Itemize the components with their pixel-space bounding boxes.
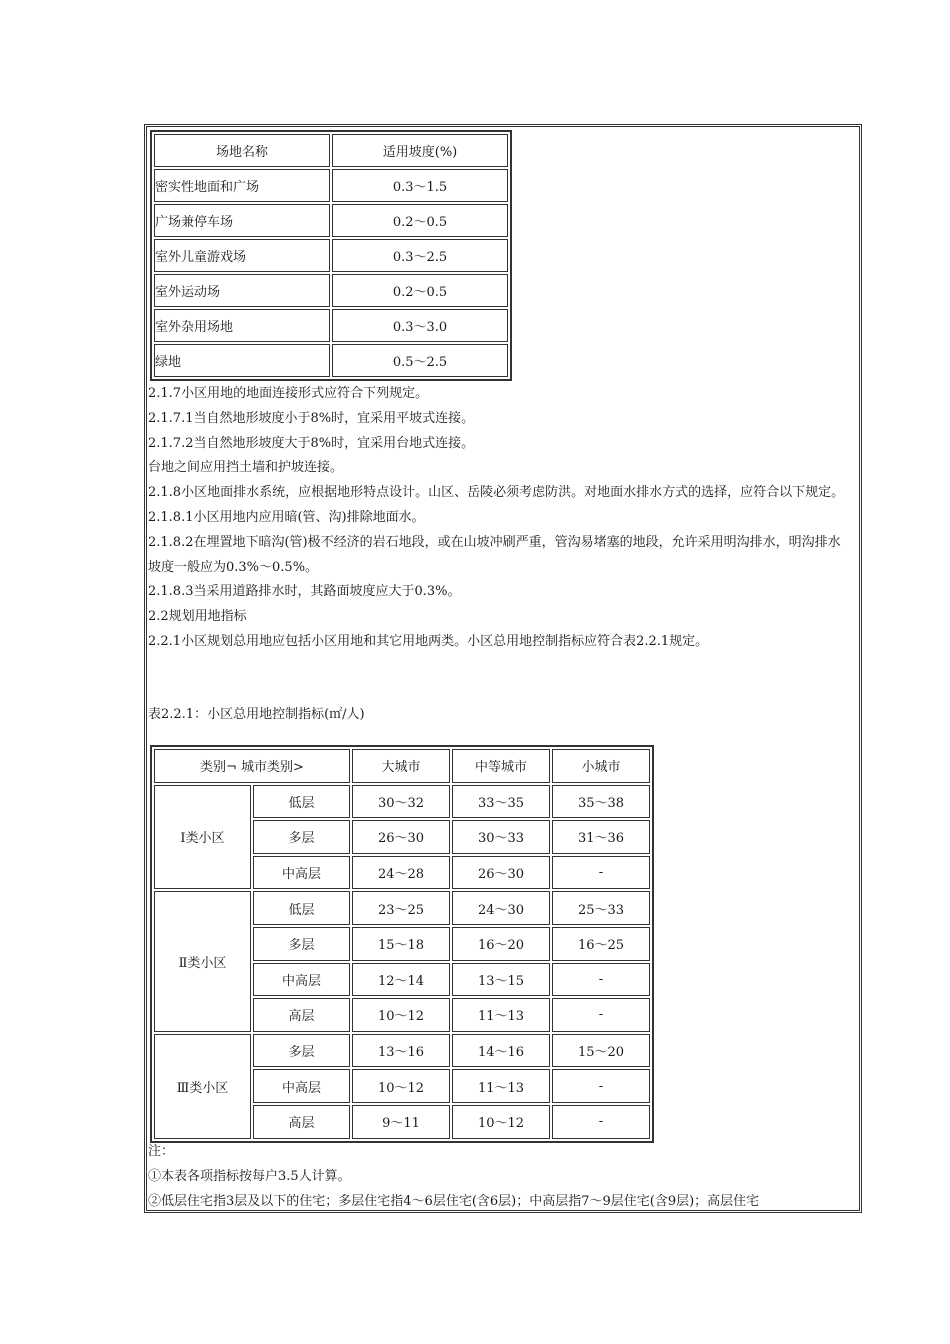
- value-cell: 26～30: [352, 820, 450, 854]
- value-cell: 10～12: [352, 998, 450, 1032]
- table-row: [154, 1034, 650, 1068]
- value-cell: 15～20: [552, 1034, 650, 1068]
- building-type-cell: 中高层: [253, 856, 350, 890]
- building-type-cell: 多层: [253, 927, 350, 961]
- site-name-cell: 密实性地面和广场: [154, 169, 330, 202]
- value-cell: -: [552, 1069, 650, 1103]
- header-site-name: 场地名称: [154, 134, 330, 167]
- value-cell: 16～25: [552, 927, 650, 961]
- note-item: ②低层住宅指3层及以下的住宅；多层住宅指4～6层住宅(含6层)；中高层指7～9层住宅(含9层)；高层住宅: [148, 1193, 760, 1209]
- site-name-cell: 室外杂用场地: [154, 309, 330, 342]
- building-type-cell: 多层: [253, 1034, 350, 1068]
- value-cell: 9～11: [352, 1105, 450, 1139]
- note-item: ①本表各项指标按每户3.5人计算。: [148, 1168, 351, 1184]
- value-cell: 10～12: [452, 1105, 550, 1139]
- slope-cell: 0.2～0.5: [332, 274, 508, 307]
- table-header-row: [154, 749, 650, 783]
- paragraph: 2.1.8小区地面排水系统，应根据地形特点设计。山区、岳陵必须考虑防洪。对地面水排水方式的选择，应符合以下规定。: [148, 485, 845, 501]
- land-index-table: [150, 745, 654, 1143]
- value-cell: 23～25: [352, 891, 450, 925]
- table-caption: 表2.2.1：小区总用地控制指标(㎡/人): [148, 707, 365, 722]
- building-type-cell: 低层: [253, 891, 350, 925]
- value-cell: 11～13: [452, 998, 550, 1032]
- table-row: [154, 239, 508, 272]
- value-cell: 24～30: [452, 891, 550, 925]
- header-big-city: 大城市: [352, 749, 450, 783]
- value-cell: 31～36: [552, 820, 650, 854]
- building-type-cell: 中高层: [253, 963, 350, 997]
- slope-cell: 0.5～2.5: [332, 344, 508, 377]
- slope-table: [150, 130, 512, 381]
- value-cell: -: [552, 856, 650, 890]
- group-label: Ⅲ类小区: [154, 1034, 251, 1139]
- building-type-cell: 高层: [253, 1105, 350, 1139]
- building-type-cell: 中高层: [253, 1069, 350, 1103]
- table-row: [154, 309, 508, 342]
- value-cell: 30～33: [452, 820, 550, 854]
- header-medium-city: 中等城市: [452, 749, 550, 783]
- building-type-cell: 低层: [253, 785, 350, 819]
- paragraph: 2.1.7.2当自然地形坡度大于8%时，宜采用台地式连接。: [148, 435, 475, 451]
- building-type-cell: 高层: [253, 998, 350, 1032]
- table-row: [154, 274, 508, 307]
- value-cell: 16～20: [452, 927, 550, 961]
- value-cell: 30～32: [352, 785, 450, 819]
- paragraph: 2.1.7.1当自然地形坡度小于8%时，宜采用平坡式连接。: [148, 410, 475, 426]
- value-cell: 33～35: [452, 785, 550, 819]
- notes: [148, 1140, 853, 1214]
- table-row: [154, 891, 650, 925]
- value-cell: 14～16: [452, 1034, 550, 1068]
- value-cell: 12～14: [352, 963, 450, 997]
- table-row: [154, 344, 508, 377]
- slope-cell: 0.3～1.5: [332, 169, 508, 202]
- value-cell: -: [552, 1105, 650, 1139]
- notes-label: 注：: [148, 1144, 175, 1159]
- table-header-row: [154, 134, 508, 167]
- slope-cell: 0.2～0.5: [332, 204, 508, 237]
- slope-cell: 0.3～3.0: [332, 309, 508, 342]
- document-frame: [144, 124, 862, 1213]
- value-cell: 13～16: [352, 1034, 450, 1068]
- paragraph: 2.1.8.3当采用道路排水时，其路面坡度应大于0.3%。: [148, 584, 461, 600]
- group-label: Ⅱ类小区: [154, 891, 251, 1031]
- value-cell: 13～15: [452, 963, 550, 997]
- header-small-city: 小城市: [552, 749, 650, 783]
- paragraph: 台地之间应用挡土墙和护坡连接。: [148, 460, 344, 476]
- value-cell: -: [552, 998, 650, 1032]
- site-name-cell: 室外儿童游戏场: [154, 239, 330, 272]
- section-heading: 2.2规划用地指标: [148, 609, 247, 625]
- site-name-cell: 广场兼停车场: [154, 204, 330, 237]
- building-type-cell: 多层: [253, 820, 350, 854]
- site-name-cell: 绿地: [154, 344, 330, 377]
- table-row: [154, 204, 508, 237]
- group-label: Ⅰ类小区: [154, 785, 251, 890]
- value-cell: 15～18: [352, 927, 450, 961]
- paragraph: 2.2.1小区规划总用地应包括小区用地和其它用地两类。小区总用地控制指标应符合表2.2.1规定。: [148, 633, 709, 649]
- header-slope: 适用坡度(%): [332, 134, 508, 167]
- value-cell: 11～13: [452, 1069, 550, 1103]
- paragraph: 2.1.7小区用地的地面连接形式应符合下列规定。: [148, 386, 429, 401]
- value-cell: -: [552, 963, 650, 997]
- site-name-cell: 室外运动场: [154, 274, 330, 307]
- slope-cell: 0.3～2.5: [332, 239, 508, 272]
- paragraph: 2.1.8.2在埋置地下暗沟(管)极不经济的岩石地段，或在山坡冲刷严重，管沟易堵塞的地段，允许采用明沟排水，明沟排水坡度一般应为0.3%～0.5%。: [148, 534, 841, 575]
- body-text: [148, 382, 853, 655]
- value-cell: 26～30: [452, 856, 550, 890]
- header-category: 类别¬ 城市类别>: [154, 749, 350, 783]
- value-cell: 24～28: [352, 856, 450, 890]
- table-row: [154, 169, 508, 202]
- value-cell: 35～38: [552, 785, 650, 819]
- table-row: [154, 785, 650, 819]
- paragraph: 2.1.8.1小区用地内应用暗(管、沟)排除地面水。: [148, 509, 425, 525]
- value-cell: 10～12: [352, 1069, 450, 1103]
- value-cell: 25～33: [552, 891, 650, 925]
